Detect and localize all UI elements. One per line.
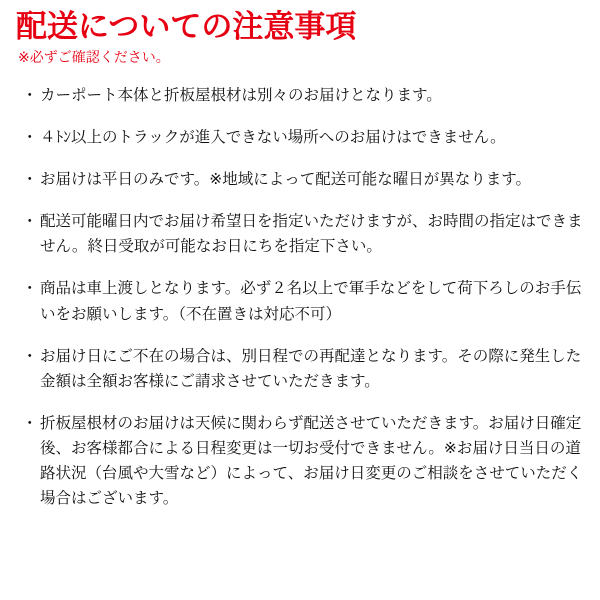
list-item: ・ ４ﾄﾝ以上のトラックが進入できない場所へのお届けはできません。 xyxy=(24,125,586,150)
page-title: 配送についての注意事項 xyxy=(16,9,357,45)
notice-list xyxy=(10,83,590,511)
list-item: ・ お届けは平日のみです。※地域によって配送可能な曜日が異なります。 xyxy=(24,167,586,192)
list-item: ・ 商品は車上渡しとなります。必ず２名以上で軍手などをして荷下ろしのお手伝いをお願いします。（不在置きは対応不可） xyxy=(24,276,586,326)
list-item: ・ カーポート本体と折板屋根材は別々のお届けとなります。 xyxy=(24,83,586,108)
page-subtitle: ※必ずご確認ください。 xyxy=(18,49,170,66)
list-item: ・ お届け日にご不在の場合は、別日程での再配達となります。その際に発生した金額は全額お客様にご請求させていただきます。 xyxy=(24,344,586,394)
list-item: ・ 折板屋根材のお届けは天候に関わらず配送させていただきます。お届け日確定後、お客様都合による日程変更は一切お受付できません。※お届け日当日の道路状況（台風や大雪など）によって、お届け日変更のご相談をさせていただく場合はございます。 xyxy=(24,411,586,511)
list-item: ・ 配送可能曜日内でお届け希望日を指定いただけますが、お時間の指定はできません。終日受取が可能なお日にちを指定下さい。 xyxy=(24,209,586,259)
